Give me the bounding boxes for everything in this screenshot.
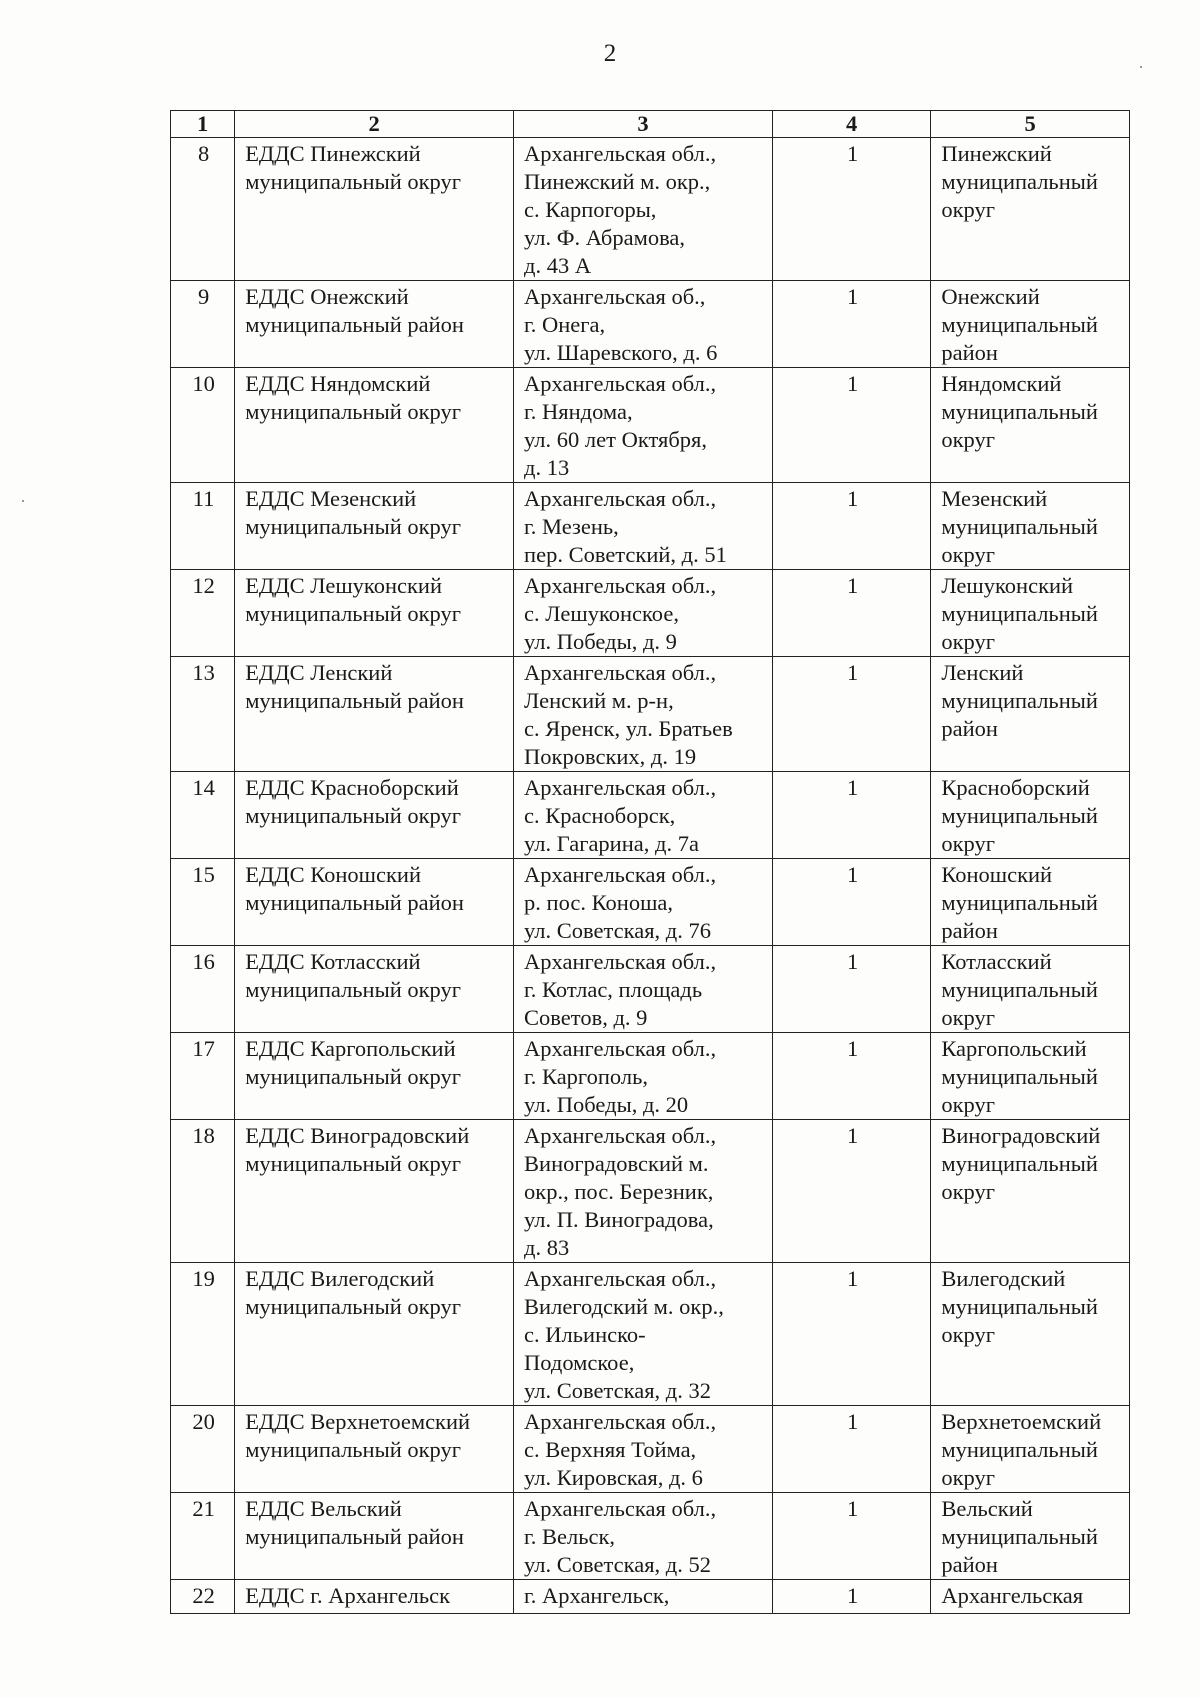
column-header: 5: [931, 111, 1130, 138]
table-row: [171, 281, 1130, 368]
edds-name: ЕДДС г. Архангельск: [235, 1580, 514, 1614]
table-header-row: [171, 111, 1130, 138]
table-row: [171, 138, 1130, 281]
edds-name: ЕДДС Красноборский муниципальный округ: [235, 772, 514, 859]
table-row: [171, 1263, 1130, 1406]
edds-quantity: 1: [772, 368, 930, 483]
edds-name: ЕДДС Каргопольский муниципальный округ: [235, 1033, 514, 1120]
municipal-district: Вилегодский муниципальный округ: [931, 1263, 1130, 1406]
municipal-district: Коношский муниципальный район: [931, 859, 1130, 946]
table-row: [171, 1493, 1130, 1580]
row-number: 18: [171, 1120, 235, 1263]
edds-name: ЕДДС Вельский муниципальный район: [235, 1493, 514, 1580]
row-number: 10: [171, 368, 235, 483]
edds-name: ЕДДС Пинежский муниципальный округ: [235, 138, 514, 281]
edds-quantity: 1: [772, 1033, 930, 1120]
row-number: 17: [171, 1033, 235, 1120]
table-row: [171, 570, 1130, 657]
municipal-district: Пинежский муниципальный округ: [931, 138, 1130, 281]
edds-quantity: 1: [772, 772, 930, 859]
row-number: 11: [171, 483, 235, 570]
table-row: [171, 657, 1130, 772]
edds-name: ЕДДС Мезенский муниципальный округ: [235, 483, 514, 570]
edds-address: Архангельская обл., с. Красноборск, ул. Гагарина, д. 7а: [514, 772, 773, 859]
edds-name: ЕДДС Лешуконский муниципальный округ: [235, 570, 514, 657]
edds-quantity: 1: [772, 570, 930, 657]
edds-quantity: 1: [772, 281, 930, 368]
table-row: [171, 1580, 1130, 1614]
scan-speck: [22, 500, 24, 502]
edds-name: ЕДДС Вилегодский муниципальный округ: [235, 1263, 514, 1406]
edds-quantity: 1: [772, 859, 930, 946]
table-body: [171, 138, 1130, 1614]
municipal-district: Няндомский муниципальный округ: [931, 368, 1130, 483]
row-number: 13: [171, 657, 235, 772]
municipal-district: Котласский муниципальный округ: [931, 946, 1130, 1033]
edds-address: Архангельская обл., Ленский м. р-н, с. Яренск, ул. Братьев Покровских, д. 19: [514, 657, 773, 772]
row-number: 22: [171, 1580, 235, 1614]
edds-address: Архангельская обл., г. Каргополь, ул. Победы, д. 20: [514, 1033, 773, 1120]
edds-address: Архангельская обл., с. Верхняя Тойма, ул. Кировская, д. 6: [514, 1406, 773, 1493]
municipal-district: Ленский муниципальный район: [931, 657, 1130, 772]
edds-quantity: 1: [772, 1406, 930, 1493]
edds-address: Архангельская обл., г. Мезень, пер. Советский, д. 51: [514, 483, 773, 570]
scan-speck: [1140, 66, 1142, 68]
edds-name: ЕДДС Ленский муниципальный район: [235, 657, 514, 772]
municipal-district: Лешуконский муниципальный округ: [931, 570, 1130, 657]
column-header: 4: [772, 111, 930, 138]
table-row: [171, 483, 1130, 570]
municipal-district: Онежский муниципальный район: [931, 281, 1130, 368]
edds-name: ЕДДС Онежский муниципальный район: [235, 281, 514, 368]
table-row: [171, 368, 1130, 483]
municipal-district: Каргопольский муниципальный округ: [931, 1033, 1130, 1120]
edds-quantity: 1: [772, 1120, 930, 1263]
row-number: 20: [171, 1406, 235, 1493]
edds-address: Архангельская обл., Пинежский м. окр., с. Карпогоры, ул. Ф. Абрамова, д. 43 А: [514, 138, 773, 281]
edds-quantity: 1: [772, 657, 930, 772]
edds-quantity: 1: [772, 138, 930, 281]
table-row: [171, 946, 1130, 1033]
row-number: 9: [171, 281, 235, 368]
edds-address: Архангельская обл., г. Котлас, площадь Советов, д. 9: [514, 946, 773, 1033]
edds-table: [170, 110, 1130, 1614]
edds-quantity: 1: [772, 1493, 930, 1580]
edds-name: ЕДДС Няндомский муниципальный округ: [235, 368, 514, 483]
row-number: 16: [171, 946, 235, 1033]
edds-address: Архангельская обл., г. Вельск, ул. Советская, д. 52: [514, 1493, 773, 1580]
edds-name: ЕДДС Котласский муниципальный округ: [235, 946, 514, 1033]
table-row: [171, 1406, 1130, 1493]
edds-quantity: 1: [772, 1580, 930, 1614]
row-number: 19: [171, 1263, 235, 1406]
row-number: 14: [171, 772, 235, 859]
municipal-district: Мезенский муниципальный округ: [931, 483, 1130, 570]
municipal-district: Верхнетоемский муниципальный округ: [931, 1406, 1130, 1493]
municipal-district: Вельский муниципальный район: [931, 1493, 1130, 1580]
edds-name: ЕДДС Коношский муниципальный район: [235, 859, 514, 946]
table-row: [171, 1120, 1130, 1263]
edds-address: Архангельская обл., Вилегодский м. окр., с. Ильинско- Подомское, ул. Советская, д. 32: [514, 1263, 773, 1406]
edds-address: Архангельская об., г. Онега, ул. Шаревского, д. 6: [514, 281, 773, 368]
table-row: [171, 859, 1130, 946]
row-number: 12: [171, 570, 235, 657]
row-number: 21: [171, 1493, 235, 1580]
column-header: 3: [514, 111, 773, 138]
municipal-district: Виноградовский муниципальный округ: [931, 1120, 1130, 1263]
edds-address: г. Архангельск,: [514, 1580, 773, 1614]
edds-name: ЕДДС Виноградовский муниципальный округ: [235, 1120, 514, 1263]
edds-address: Архангельская обл., Виноградовский м. окр., пос. Березник, ул. П. Виноградова, д. 83: [514, 1120, 773, 1263]
edds-address: Архангельская обл., с. Лешуконское, ул. Победы, д. 9: [514, 570, 773, 657]
row-number: 8: [171, 138, 235, 281]
municipal-district: Красноборский муниципальный округ: [931, 772, 1130, 859]
municipal-district: Архангельская: [931, 1580, 1130, 1614]
edds-quantity: 1: [772, 1263, 930, 1406]
column-header: 1: [171, 111, 235, 138]
edds-quantity: 1: [772, 483, 930, 570]
edds-name: ЕДДС Верхнетоемский муниципальный округ: [235, 1406, 514, 1493]
table-row: [171, 1033, 1130, 1120]
edds-quantity: 1: [772, 946, 930, 1033]
table-row: [171, 772, 1130, 859]
edds-address: Архангельская обл., р. пос. Коноша, ул. Советская, д. 76: [514, 859, 773, 946]
edds-address: Архангельская обл., г. Няндома, ул. 60 лет Октября, д. 13: [514, 368, 773, 483]
page-number: 2: [603, 40, 617, 67]
column-header: 2: [235, 111, 514, 138]
row-number: 15: [171, 859, 235, 946]
